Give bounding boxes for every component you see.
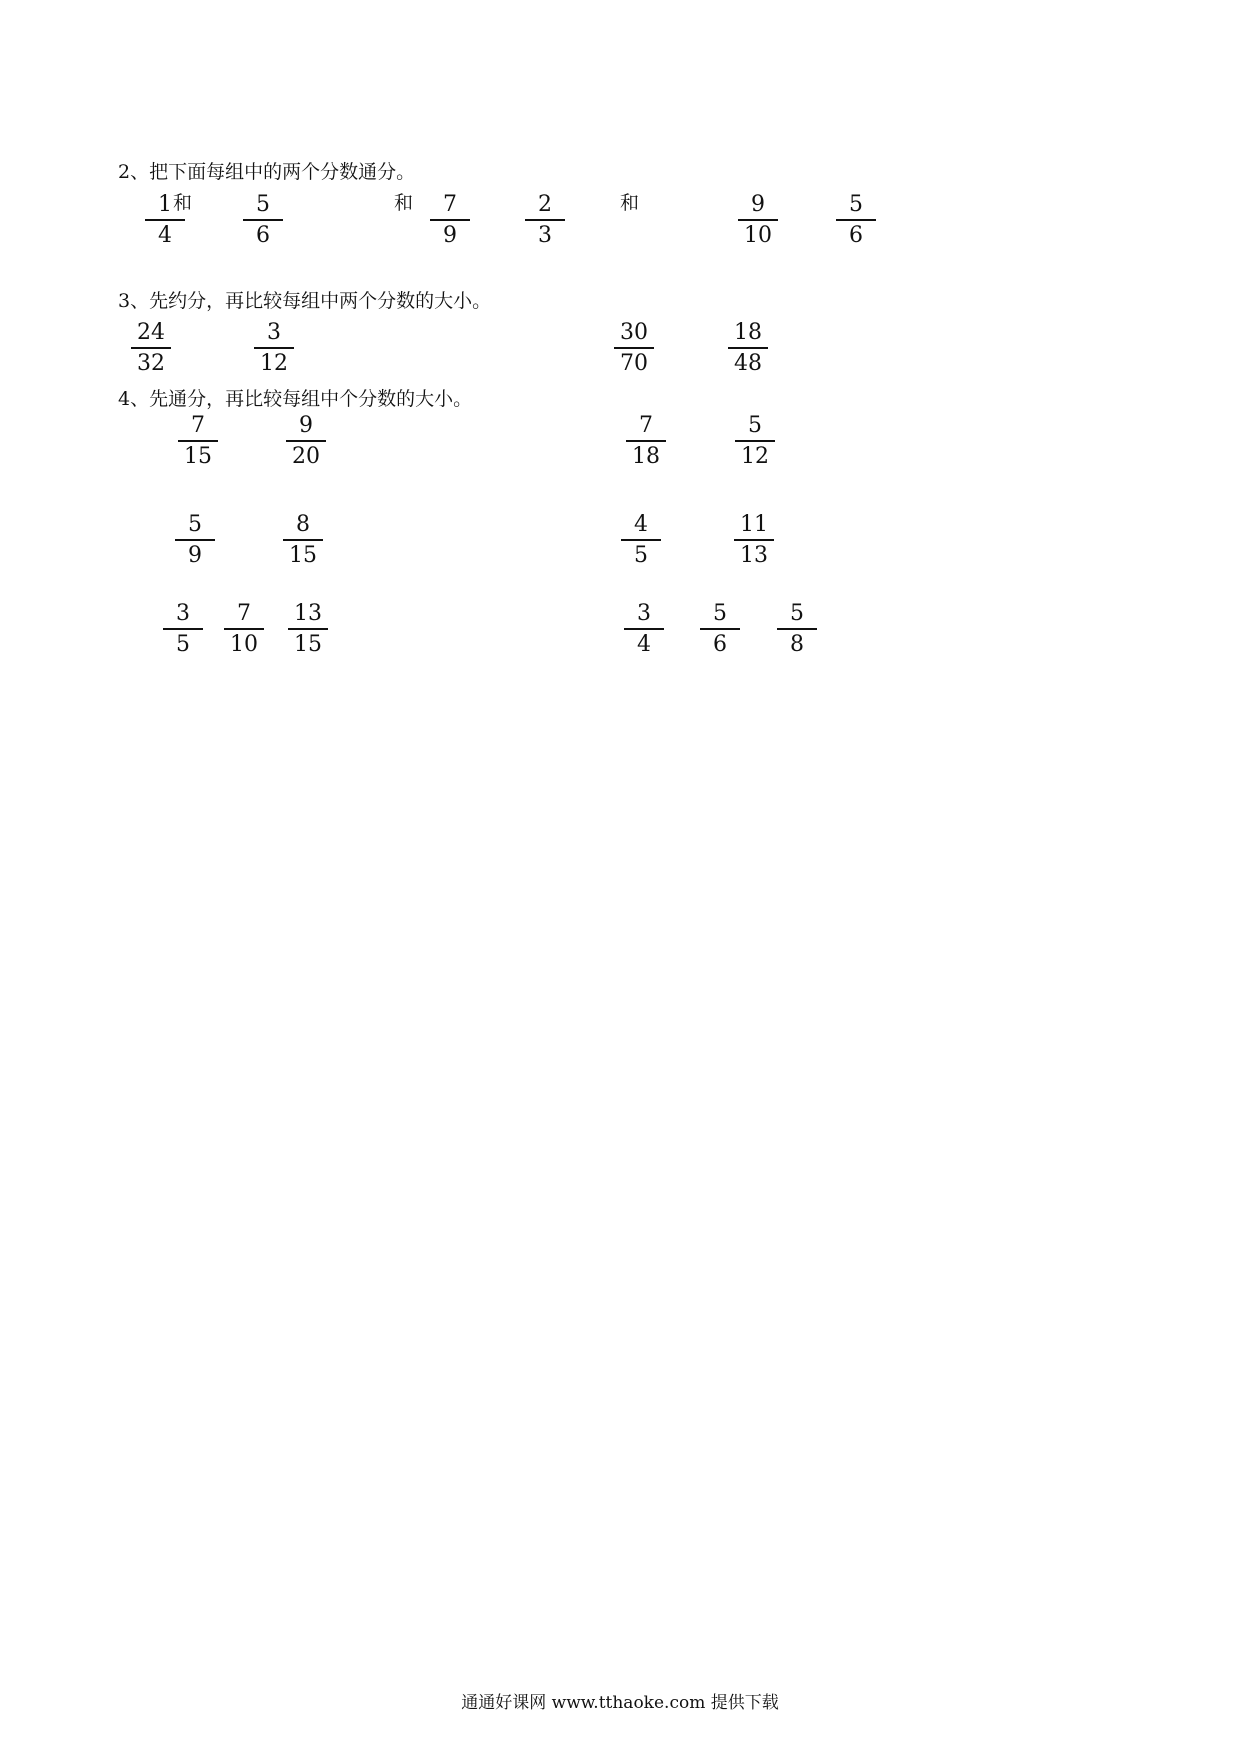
fraction-7-15: 7 15 [178,413,218,470]
fraction-9-10: 9 10 [738,192,778,249]
fraction-5-8: 5 8 [777,601,817,658]
fraction-7-18: 7 18 [626,413,666,470]
fraction-5-12: 5 12 [735,413,775,470]
fraction-11-13: 11 13 [734,512,774,569]
fraction-4-5: 4 5 [621,512,661,569]
fraction-3-5: 3 5 [163,601,203,658]
and-label: 和 [394,192,414,214]
page-footer: 通通好课网 www.tthaoke.com 提供下载 [461,1693,779,1713]
fraction-13-15: 13 15 [288,601,328,658]
fraction-8-15: 8 15 [283,512,323,569]
fraction-2-3: 2 3 [525,192,565,249]
section-2-heading: 2、把下面每组中的两个分数通分。 [118,161,416,183]
and-label: 和 [620,192,640,214]
fraction-7-10: 7 10 [224,601,264,658]
section-3-heading: 3、先约分，再比较每组中两个分数的大小。 [118,290,492,312]
fraction-1-4: 1 4 [145,192,185,249]
fraction-5-6: 5 6 [243,192,283,249]
fraction-9-20: 9 20 [286,413,326,470]
fraction-30-70: 30 70 [614,320,654,377]
and-label: 和 [173,192,193,214]
fraction-24-32: 24 32 [131,320,171,377]
fraction-18-48: 18 48 [728,320,768,377]
fraction-3-12: 3 12 [254,320,294,377]
fraction-5-6: 5 6 [700,601,740,658]
fraction-3-4: 3 4 [624,601,664,658]
fraction-5-9: 5 9 [175,512,215,569]
fraction-7-9: 7 9 [430,192,470,249]
section-4-heading: 4、先通分，再比较每组中个分数的大小。 [118,388,473,410]
fraction-5-6: 5 6 [836,192,876,249]
